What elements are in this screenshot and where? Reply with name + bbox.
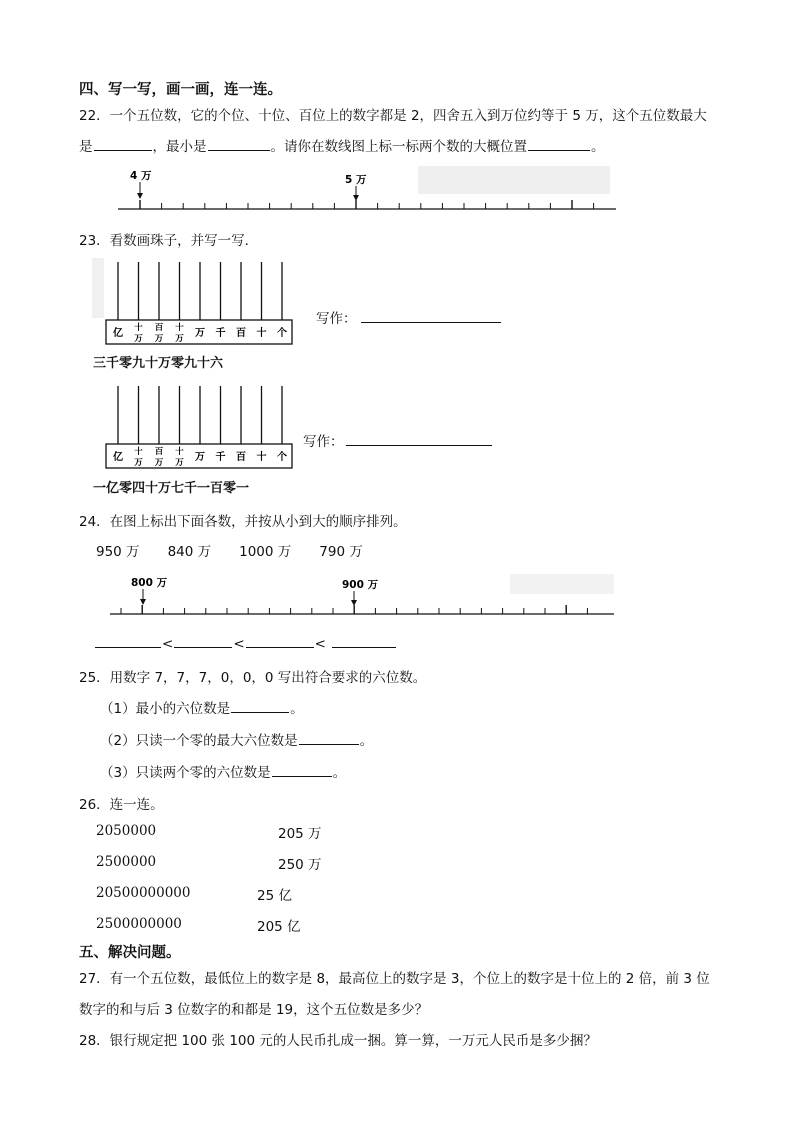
q27-line1: 27．有一个五位数，最低位上的数字是 8，最高位上的数字是 3，个位上的数字是十位上的 2 倍，前 3 位 (79, 971, 710, 987)
abacus-place-label: 亿 (113, 452, 123, 463)
abacus-place-label: 十 (175, 323, 184, 333)
period: 。 (332, 765, 347, 781)
match-right-1[interactable]: 205 万 (278, 826, 322, 842)
q22-number-line[interactable] (118, 166, 618, 218)
arrowhead-5-wan (353, 195, 359, 201)
arrowhead-4-wan (137, 193, 143, 199)
q24-number: 950 万 (96, 544, 140, 560)
q23-title: 23．看数画珠子，并写一写． (79, 233, 259, 249)
abacus-2[interactable] (92, 382, 302, 474)
q22-blank-min[interactable] (208, 136, 270, 151)
order-blank-4[interactable] (332, 633, 396, 648)
q24-number-line[interactable] (110, 572, 620, 624)
label-4-wan: 4 万 (130, 170, 152, 182)
order-blank-1[interactable] (95, 633, 161, 648)
q25-blank-3[interactable] (272, 762, 332, 777)
order-blank-2[interactable] (174, 633, 232, 648)
less-than-sign: < (162, 636, 174, 652)
q25-item-1 (100, 697, 304, 717)
abacus-2-caption: 一亿零四十万七千一百零一 (93, 481, 250, 496)
label-800-wan: 800 万 (131, 577, 168, 589)
abacus-place-label: 百 (154, 447, 164, 457)
q22-text-d: 。 (591, 139, 605, 155)
abacus-place-label: 万 (195, 452, 205, 463)
match-left-4[interactable]: 2500000000 (96, 916, 182, 932)
scan-shade (510, 574, 614, 594)
abacus-1-rods (118, 262, 282, 320)
label-5-wan: 5 万 (345, 174, 367, 186)
period: 。 (290, 701, 304, 717)
q22-text-b: ，最小是 (152, 139, 207, 155)
order-blank-3[interactable] (246, 633, 314, 648)
abacus-place-label: 千 (215, 328, 226, 339)
q22-line1: 22．一个五位数，它的个位、十位、百位上的数字都是 2，四舍五入到万位约等于 5 万，这个五位数最大 (79, 108, 707, 124)
abacus-place-label: 十 (175, 447, 184, 457)
arrowhead-900-wan (351, 600, 357, 606)
write-label-2: 写作： (303, 434, 344, 450)
match-left-2[interactable]: 2500000 (96, 854, 157, 870)
abacus-place-label: 百 (154, 323, 164, 333)
less-than-sign: < (314, 636, 326, 652)
scan-shade (92, 258, 104, 318)
abacus-place-label: 万 (134, 458, 143, 468)
write-row-1 (316, 307, 502, 327)
section-4-heading: 四、写一写，画一画，连一连。 (79, 82, 282, 98)
match-right-4[interactable]: 205 亿 (257, 919, 301, 935)
q25-item-2 (100, 729, 373, 749)
abacus-place-label: 万 (154, 458, 164, 468)
abacus-place-label: 万 (175, 334, 184, 344)
write-answer-1[interactable] (361, 308, 501, 323)
match-right-2[interactable]: 250 万 (278, 857, 322, 873)
label-900-wan: 900 万 (342, 579, 379, 591)
q22-blank-max[interactable] (94, 136, 152, 151)
abacus-place-label: 百 (236, 452, 246, 463)
write-label-1: 写作： (316, 311, 357, 327)
abacus-place-label: 个 (277, 328, 287, 339)
write-answer-2[interactable] (346, 431, 492, 446)
q25-blank-2[interactable] (299, 730, 359, 745)
period: 。 (359, 733, 374, 749)
q24-title: 24．在图上标出下面各数，并按从小到大的顺序排列。 (79, 514, 407, 530)
abacus-place-label: 万 (175, 458, 184, 468)
q25-item-3 (100, 761, 346, 781)
q24-order-row (94, 633, 397, 652)
q25-item-1-text: （1）最小的六位数是 (100, 701, 231, 717)
abacus-place-label: 千 (215, 452, 226, 463)
match-left-1[interactable]: 2050000 (96, 823, 157, 839)
q24-number: 840 万 (167, 544, 212, 560)
number-line-ticks (140, 200, 594, 209)
abacus-place-label: 十 (256, 328, 267, 339)
q22-text-a: 是 (79, 139, 93, 155)
q25-item-3-text: （3）只读两个零的六位数是 (100, 765, 271, 781)
section-5-heading: 五、解决问题。 (79, 945, 181, 961)
q22-blank-position[interactable] (528, 136, 590, 151)
q26-title: 26．连一连。 (79, 797, 164, 813)
match-left-3[interactable]: 20500000000 (96, 885, 191, 901)
q24-number: 1000 万 (239, 544, 292, 560)
abacus-place-label: 万 (195, 328, 205, 339)
abacus-place-label: 十 (134, 447, 143, 457)
abacus-place-label: 万 (134, 334, 143, 344)
q25-item-2-text: （2）只读一个零的最大六位数是 (100, 733, 298, 749)
q24-number-list (96, 540, 363, 560)
abacus-place-label: 十 (256, 452, 267, 463)
abacus-place-label: 百 (236, 328, 246, 339)
abacus-2-rods (118, 386, 282, 444)
abacus-place-label: 万 (154, 334, 164, 344)
q25-blank-1[interactable] (231, 698, 289, 713)
match-right-3[interactable]: 25 亿 (257, 888, 292, 904)
q22-line2 (79, 135, 605, 155)
write-row-2 (303, 430, 493, 450)
q22-text-c: 。请你在数线图上标一标两个数的大概位置 (270, 139, 527, 155)
less-than-sign: < (233, 636, 245, 652)
abacus-place-label: 亿 (113, 328, 123, 339)
scan-shade (418, 166, 610, 194)
q27-line2: 数字的和与后 3 位数字的和都是 19，这个五位数是多少？ (79, 1002, 429, 1018)
q28-line1: 28．银行规定把 100 张 100 元的人民币扎成一捆。算一算，一万元人民币是多少捆？ (79, 1033, 597, 1049)
abacus-place-label: 个 (277, 452, 287, 463)
number-line-ticks (121, 605, 587, 614)
q25-title: 25．用数字 7，7，7，0，0，0 写出符合要求的六位数。 (79, 670, 427, 686)
q24-number: 790 万 (319, 544, 363, 560)
abacus-place-label: 十 (134, 323, 143, 333)
arrowhead-800-wan (140, 599, 146, 605)
abacus-1[interactable] (92, 258, 302, 350)
abacus-1-caption: 三千零九十万零九十六 (93, 356, 224, 371)
